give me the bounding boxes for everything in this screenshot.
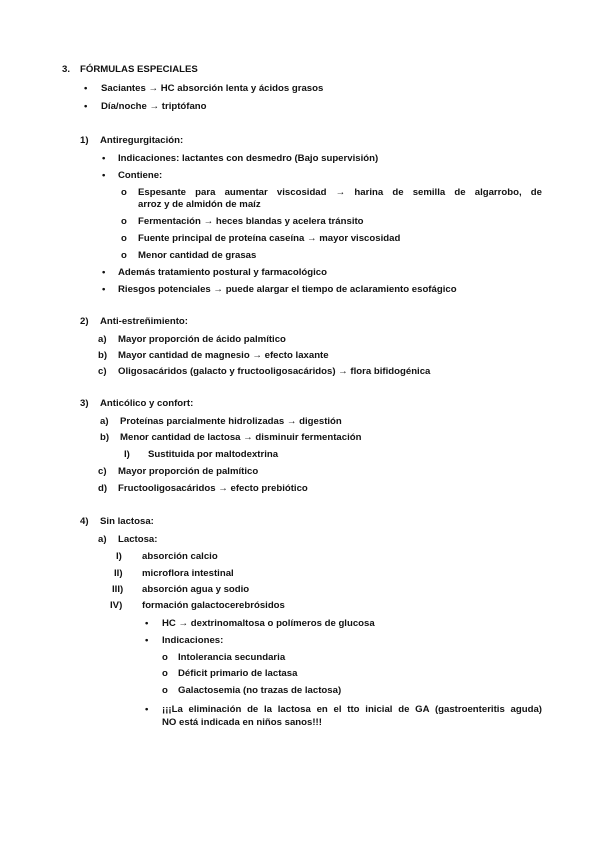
subsection-title: Antiregurgitación: <box>100 135 184 146</box>
list-item: HC → dextrinomaltosa o polímeros de glucosa <box>162 618 375 629</box>
bullet-marker: • <box>102 267 106 278</box>
list-marker: a) <box>98 334 107 345</box>
circle-marker: o <box>121 233 127 244</box>
list-item: Déficit primario de lactasa <box>178 668 298 679</box>
bullet-marker: • <box>102 170 106 181</box>
list-item: Espesante para aumentar viscosidad → harina de semilla de algarrobo, de <box>138 187 542 198</box>
list-item: Intolerancia secundaria <box>178 652 286 663</box>
list-item: formación galactocerebrósidos <box>142 600 285 611</box>
bullet-marker: • <box>102 153 106 164</box>
circle-marker: o <box>121 187 127 198</box>
subsection-title: Sin lactosa: <box>100 516 154 527</box>
section-number: 3. <box>62 64 71 75</box>
list-item: Mayor proporción de ácido palmítico <box>118 334 286 345</box>
list-item: Saciantes → HC absorción lenta y ácidos grasos <box>101 83 324 94</box>
bullet-marker: • <box>84 101 88 112</box>
list-item: Fermentación → heces blandas y acelera tránsito <box>138 216 364 227</box>
list-item: Indicaciones: lactantes con desmedro (Bajo supervisión) <box>118 153 379 164</box>
list-item-continuation: arroz y de almidón de maíz <box>138 199 261 210</box>
list-item: Indicaciones: <box>162 635 224 646</box>
bullet-marker: • <box>145 704 149 715</box>
list-item: Además tratamiento postural y farmacológico <box>118 267 327 278</box>
list-marker: c) <box>98 366 107 377</box>
list-item: absorción calcio <box>142 551 218 562</box>
circle-marker: o <box>162 685 168 696</box>
circle-marker: o <box>121 216 127 227</box>
list-item: microflora intestinal <box>142 568 234 579</box>
list-marker: 3) <box>80 398 89 409</box>
list-item: Galactosemia (no trazas de lactosa) <box>178 685 342 696</box>
list-item: Riesgos potenciales → puede alargar el tiempo de aclaramiento esofágico <box>118 284 457 295</box>
list-item: Fuente principal de proteína caseína → mayor viscosidad <box>138 233 401 244</box>
roman-marker: II) <box>114 568 123 579</box>
list-marker: a) <box>98 534 107 545</box>
subsection-title: Anti-estreñimiento: <box>100 316 188 327</box>
list-marker: c) <box>98 466 107 477</box>
bullet-marker: • <box>84 83 88 94</box>
bullet-marker: • <box>102 284 106 295</box>
list-item: Lactosa: <box>118 534 158 545</box>
list-marker: 1) <box>80 135 89 146</box>
warning-text-continuation: NO está indicada en niños sanos!!! <box>162 717 322 728</box>
circle-marker: o <box>162 668 168 679</box>
list-item: Mayor cantidad de magnesio → efecto laxante <box>118 350 329 361</box>
subsection-title: Anticólico y confort: <box>100 398 194 409</box>
bullet-marker: • <box>145 618 149 629</box>
list-marker: 4) <box>80 516 89 527</box>
list-item: Día/noche → triptófano <box>101 101 207 112</box>
list-item: Oligosacáridos (galacto y fructooligosacáridos) → flora bifidogénica <box>118 366 431 377</box>
circle-marker: o <box>162 652 168 663</box>
circle-marker: o <box>121 250 127 261</box>
list-marker: a) <box>100 416 109 427</box>
list-item: Menor cantidad de grasas <box>138 250 257 261</box>
list-item: Mayor proporción de palmítico <box>118 466 259 477</box>
bullet-marker: • <box>145 635 149 646</box>
section-title: FÓRMULAS ESPECIALES <box>80 64 198 75</box>
roman-marker: IV) <box>110 600 123 611</box>
list-item: Proteínas parcialmente hidrolizadas → digestión <box>120 416 342 427</box>
roman-marker: I) <box>124 449 130 460</box>
list-item: Fructooligosacáridos → efecto prebiótico <box>118 483 308 494</box>
list-item: Menor cantidad de lactosa → disminuir fermentación <box>120 432 362 443</box>
list-marker: 2) <box>80 316 89 327</box>
list-marker: b) <box>98 350 108 361</box>
warning-text: ¡¡¡La eliminación de la lactosa en el tto inicial de GA (gastroenteritis aguda) <box>162 704 542 715</box>
roman-marker: I) <box>116 551 122 562</box>
roman-marker: III) <box>112 584 124 595</box>
list-marker: d) <box>98 483 108 494</box>
list-item: Contiene: <box>118 170 163 181</box>
list-item: Sustituida por maltodextrina <box>148 449 279 460</box>
list-item: absorción agua y sodio <box>142 584 250 595</box>
list-marker: b) <box>100 432 110 443</box>
